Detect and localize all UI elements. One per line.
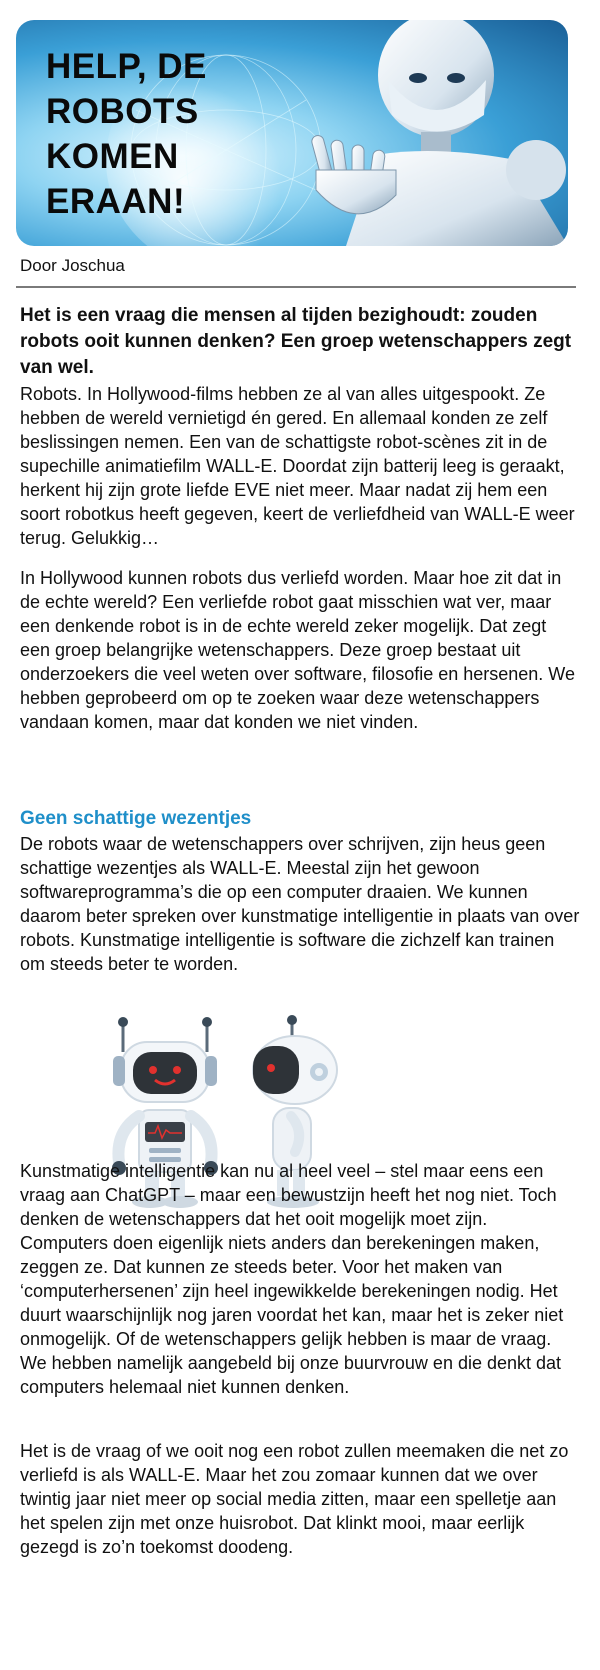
divider [16, 286, 576, 288]
paragraph-4: Kunstmatige intelligentie kan nu al heel veel – stel maar eens een vraag aan ChatGPT – maar een bewustzijn heeft het nog niet. Toch denken de wetenschappers dat het ooit mogelijk moet zijn. Computers doen eigenlijk niets anders dan berekeningen maken, zeggen ze. Dat kunnen ze steeds beter. Voor het maken van ‘computerhersenen’ zijn heel ingewikkelde berekeningen nodig. Het duurt waarschijnlijk nog jaren voordat het kan, maar het is zeker niet onmogelijk. Of de wetenschappers gelijk hebben is maar de vraag. We hebben namelijk aangebeld bij onze buurvrouw en die denkt dat computers helemaal niet kunnen denken. [20, 1161, 564, 1397]
section-heading: Geen schattige wezentjes [20, 808, 252, 829]
paragraph-1: Robots. In Hollywood-films hebben ze al van alles uitgespookt. Ze hebben de wereld vernietigd én gered. En allemaal konden ze zelf beslissingen nemen. Een van de schattigste robot-scènes zit in de supechille animatiefilm WALL-E. Doordat zijn batterij leeg is geraakt, herkent hij zijn grote liefde EVE niet meer. Maar nadat zij hem een soort robotkus heeft gegeven, keert de verliefdheid van WALL-E weer terug. Gelukkig… [20, 384, 575, 548]
hero-title: HELP, DE ROBOTS KOMEN ERAAN! [46, 47, 207, 221]
paragraph-2: In Hollywood kunnen robots dus verliefd worden. Maar hoe zit dat in de echte wereld? Een verliefde robot gaat misschien wat ver, maar een denkende robot is in de echte wereld zeker mogelijk. Dat zegt een groep belangrijke wetenschappers. Deze groep bestaat uit onderzoekers die veel weten over software, filosofie en hersenen. We hebben geprobeerd om op te zoeken waar deze wetenschappers vandaan komen, maar dat konden we niet vinden. [20, 568, 575, 732]
lead-paragraph: Het is een vraag die mensen al tijden bezighoudt: zouden robots ooit kunnen denken? Een groep wetenschappers zegt van wel. [20, 305, 572, 378]
byline: Door Joschua [20, 256, 125, 275]
paragraph-3: De robots waar de wetenschappers over schrijven, zijn heus geen schattige wezentjes als WALL-E. Meestal zijn het gewoon softwareprogramma’s die op een computer draaien. We kunnen daarom beter spreken over kunstmatige intelligentie in plaats van over robots. Kunstmatige intelligentie is software die zichzelf kan trainen om steeds beter te worden. [20, 834, 580, 974]
paragraph-5: Het is de vraag of we ooit nog een robot zullen meemaken die net zo verliefd is als WALL-E. Maar het zou zomaar kunnen dat we over twintig jaar niet meer op social media zitten, maar een spelletje aan het spelen zijn met onze huisrobot. Dat klinkt mooi, maar eerlijk gezegd is zo’n toekomst doodeng. [20, 1441, 569, 1557]
hero-banner [16, 20, 568, 246]
